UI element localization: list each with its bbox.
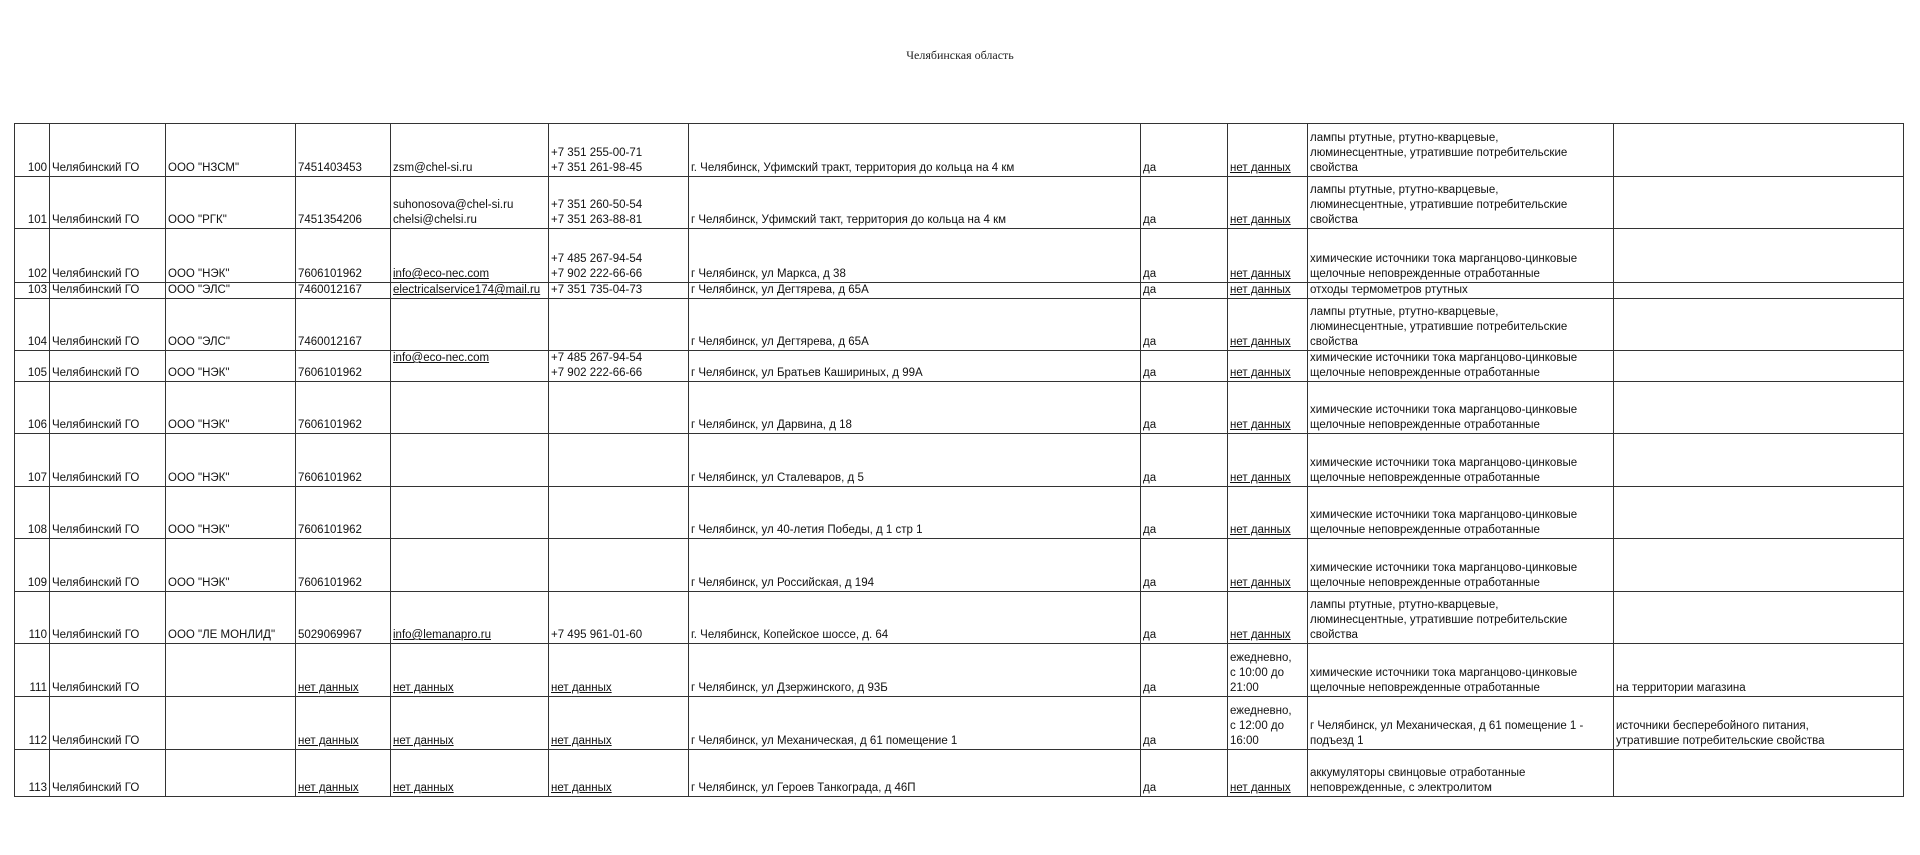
cell-address: г Челябинск, ул Российская, д 194 [689, 539, 1141, 592]
cell-phone: +7 351 260-50-54 +7 351 263-88-81 [549, 177, 689, 229]
cell-hours: нет данных [1228, 382, 1308, 434]
cell-email [391, 299, 549, 351]
cell-email: info@eco-nec.com [391, 229, 549, 283]
cell-district: Челябинский ГО [50, 592, 166, 644]
cell-phone [549, 299, 689, 351]
cell-inn: 7606101962 [296, 539, 391, 592]
cell-email: zsm@chel-si.ru [391, 124, 549, 177]
table-row [15, 697, 1904, 750]
cell-inn: нет данных [296, 750, 391, 797]
table-row [15, 124, 1904, 177]
cell-flag: да [1141, 434, 1228, 487]
cell-inn: 7606101962 [296, 487, 391, 539]
cell-org: ООО "НЭК" [166, 229, 296, 283]
cell-num: 110 [15, 592, 50, 644]
cell-waste: химические источники тока марганцово-цинковые щелочные неповрежденные отработанные [1308, 539, 1614, 592]
cell-waste: лампы ртутные, ртутно-кварцевые, люминесцентные, утратившие потребительские свойства [1308, 299, 1614, 351]
cell-num: 112 [15, 697, 50, 750]
cell-email: electricalservice174@mail.ru [391, 283, 549, 299]
cell-email: нет данных [391, 644, 549, 697]
cell-flag: да [1141, 697, 1228, 750]
cell-note [1614, 382, 1904, 434]
cell-address: г Челябинск, ул Дегтярева, д 65А [689, 299, 1141, 351]
cell-district: Челябинский ГО [50, 299, 166, 351]
cell-address: г. Челябинск, Уфимский тракт, территория до кольца на 4 км [689, 124, 1141, 177]
cell-email: suhonosova@chel-si.ru chelsi@chelsi.ru [391, 177, 549, 229]
cell-waste: лампы ртутные, ртутно-кварцевые, люминесцентные, утратившие потребительские свойства [1308, 592, 1614, 644]
cell-org: ООО "НЭК" [166, 487, 296, 539]
cell-address: г Челябинск, ул Дзержинского, д 93Б [689, 644, 1141, 697]
cell-org: ООО "ЛЕ МОНЛИД" [166, 592, 296, 644]
cell-flag: да [1141, 283, 1228, 299]
cell-district: Челябинский ГО [50, 539, 166, 592]
cell-email: нет данных [391, 750, 549, 797]
cell-flag: да [1141, 229, 1228, 283]
cell-note [1614, 351, 1904, 382]
table-row [15, 434, 1904, 487]
cell-waste: химические источники тока марганцово-цинковые щелочные неповрежденные отработанные [1308, 351, 1614, 382]
cell-hours: нет данных [1228, 229, 1308, 283]
cell-address: г Челябинск, ул Дарвина, д 18 [689, 382, 1141, 434]
cell-hours: нет данных [1228, 299, 1308, 351]
cell-org: ООО "НЭК" [166, 434, 296, 487]
cell-org: ООО "НЭК" [166, 382, 296, 434]
cell-waste: химические источники тока марганцово-цинковые щелочные неповрежденные отработанные [1308, 229, 1614, 283]
table-body [15, 124, 1904, 797]
cell-flag: да [1141, 592, 1228, 644]
cell-hours: ежедневно, с 12:00 до 16:00 [1228, 697, 1308, 750]
cell-num: 100 [15, 124, 50, 177]
cell-waste: химические источники тока марганцово-цинковые щелочные неповрежденные отработанные [1308, 382, 1614, 434]
cell-note: источники бесперебойного питания, утратившие потребительские свойства [1614, 697, 1904, 750]
cell-org [166, 644, 296, 697]
cell-phone: +7 485 267-94-54 +7 902 222-66-66 [549, 229, 689, 283]
cell-address: г Челябинск, ул Сталеваров, д 5 [689, 434, 1141, 487]
cell-hours: нет данных [1228, 750, 1308, 797]
cell-hours: нет данных [1228, 177, 1308, 229]
cell-note: на территории магазина [1614, 644, 1904, 697]
cell-num: 102 [15, 229, 50, 283]
cell-hours: нет данных [1228, 592, 1308, 644]
cell-phone [549, 382, 689, 434]
cell-phone: нет данных [549, 644, 689, 697]
cell-hours: нет данных [1228, 487, 1308, 539]
cell-district: Челябинский ГО [50, 644, 166, 697]
cell-district: Челябинский ГО [50, 283, 166, 299]
cell-phone: нет данных [549, 750, 689, 797]
cell-org: ООО "НЭК" [166, 539, 296, 592]
cell-flag: да [1141, 299, 1228, 351]
cell-waste: отходы термометров ртутных [1308, 283, 1614, 299]
cell-email: info@lemanapro.ru [391, 592, 549, 644]
cell-phone: +7 495 961-01-60 [549, 592, 689, 644]
cell-flag: да [1141, 382, 1228, 434]
cell-inn: 7460012167 [296, 283, 391, 299]
cell-org: ООО "ЭЛС" [166, 283, 296, 299]
cell-email: info@eco-nec.com [391, 351, 549, 382]
cell-hours: нет данных [1228, 351, 1308, 382]
registry-table [14, 123, 1904, 797]
cell-num: 113 [15, 750, 50, 797]
cell-inn: нет данных [296, 644, 391, 697]
cell-waste: г Челябинск, ул Механическая, д 61 помещение 1 - подъезд 1 [1308, 697, 1614, 750]
cell-address: г Челябинск, ул Братьев Кашириных, д 99А [689, 351, 1141, 382]
cell-num: 106 [15, 382, 50, 434]
cell-address: г Челябинск, ул Механическая, д 61 помещение 1 [689, 697, 1141, 750]
cell-note [1614, 750, 1904, 797]
cell-org: ООО "РГК" [166, 177, 296, 229]
table-row [15, 644, 1904, 697]
cell-email [391, 487, 549, 539]
cell-org: ООО "НЗСМ" [166, 124, 296, 177]
cell-phone [549, 434, 689, 487]
cell-note [1614, 487, 1904, 539]
table-row [15, 283, 1904, 299]
cell-inn: 5029069967 [296, 592, 391, 644]
cell-note [1614, 124, 1904, 177]
table-row [15, 592, 1904, 644]
cell-num: 111 [15, 644, 50, 697]
cell-district: Челябинский ГО [50, 229, 166, 283]
page-title: Челябинская область [906, 48, 1014, 62]
cell-inn: 7451354206 [296, 177, 391, 229]
table-row [15, 177, 1904, 229]
cell-inn: 7606101962 [296, 434, 391, 487]
cell-inn: 7451403453 [296, 124, 391, 177]
cell-hours: нет данных [1228, 434, 1308, 487]
cell-note [1614, 539, 1904, 592]
cell-note [1614, 229, 1904, 283]
cell-inn: 7460012167 [296, 299, 391, 351]
cell-district: Челябинский ГО [50, 177, 166, 229]
cell-num: 103 [15, 283, 50, 299]
table-row [15, 750, 1904, 797]
cell-flag: да [1141, 351, 1228, 382]
cell-waste: химические источники тока марганцово-цинковые щелочные неповрежденные отработанные [1308, 644, 1614, 697]
cell-note [1614, 283, 1904, 299]
cell-waste: аккумуляторы свинцовые отработанные неповрежденные, с электролитом [1308, 750, 1614, 797]
cell-flag: да [1141, 124, 1228, 177]
cell-email: нет данных [391, 697, 549, 750]
cell-address: г Челябинск, ул Маркса, д 38 [689, 229, 1141, 283]
cell-phone: нет данных [549, 697, 689, 750]
cell-email [391, 434, 549, 487]
cell-org: ООО "ЭЛС" [166, 299, 296, 351]
cell-phone: +7 351 255-00-71 +7 351 261-98-45 [549, 124, 689, 177]
cell-num: 104 [15, 299, 50, 351]
cell-inn: 7606101962 [296, 351, 391, 382]
cell-district: Челябинский ГО [50, 382, 166, 434]
cell-waste: лампы ртутные, ртутно-кварцевые, люминесцентные, утратившие потребительские свойства [1308, 124, 1614, 177]
cell-num: 105 [15, 351, 50, 382]
cell-phone: +7 351 735-04-73 [549, 283, 689, 299]
cell-district: Челябинский ГО [50, 697, 166, 750]
cell-org [166, 697, 296, 750]
table-row [15, 382, 1904, 434]
cell-address: г Челябинск, ул Дегтярева, д 65А [689, 283, 1141, 299]
table-row [15, 229, 1904, 283]
cell-flag: да [1141, 644, 1228, 697]
cell-address: г Челябинск, ул Героев Танкограда, д 46П [689, 750, 1141, 797]
cell-org: ООО "НЭК" [166, 351, 296, 382]
cell-district: Челябинский ГО [50, 487, 166, 539]
cell-flag: да [1141, 750, 1228, 797]
cell-waste: химические источники тока марганцово-цинковые щелочные неповрежденные отработанные [1308, 434, 1614, 487]
cell-flag: да [1141, 539, 1228, 592]
cell-waste: химические источники тока марганцово-цинковые щелочные неповрежденные отработанные [1308, 487, 1614, 539]
cell-flag: да [1141, 487, 1228, 539]
cell-hours: нет данных [1228, 124, 1308, 177]
cell-flag: да [1141, 177, 1228, 229]
cell-note [1614, 299, 1904, 351]
cell-address: г Челябинск, ул 40-летия Победы, д 1 стр 1 [689, 487, 1141, 539]
cell-district: Челябинский ГО [50, 750, 166, 797]
cell-address: г. Челябинск, Копейское шоссе, д. 64 [689, 592, 1141, 644]
cell-num: 108 [15, 487, 50, 539]
table-row [15, 539, 1904, 592]
cell-note [1614, 177, 1904, 229]
cell-hours: ежедневно, с 10:00 до 21:00 [1228, 644, 1308, 697]
cell-phone: +7 485 267-94-54 +7 902 222-66-66 [549, 351, 689, 382]
cell-phone [549, 487, 689, 539]
cell-inn: 7606101962 [296, 229, 391, 283]
cell-phone [549, 539, 689, 592]
cell-note [1614, 592, 1904, 644]
cell-hours: нет данных [1228, 283, 1308, 299]
table-row [15, 351, 1904, 382]
table-row [15, 487, 1904, 539]
cell-district: Челябинский ГО [50, 124, 166, 177]
cell-num: 109 [15, 539, 50, 592]
cell-inn: нет данных [296, 697, 391, 750]
cell-inn: 7606101962 [296, 382, 391, 434]
cell-org [166, 750, 296, 797]
cell-email [391, 539, 549, 592]
cell-num: 101 [15, 177, 50, 229]
cell-hours: нет данных [1228, 539, 1308, 592]
cell-address: г Челябинск, Уфимский такт, территория до кольца на 4 км [689, 177, 1141, 229]
cell-note [1614, 434, 1904, 487]
cell-email [391, 382, 549, 434]
cell-district: Челябинский ГО [50, 351, 166, 382]
cell-district: Челябинский ГО [50, 434, 166, 487]
table-row [15, 299, 1904, 351]
cell-num: 107 [15, 434, 50, 487]
cell-waste: лампы ртутные, ртутно-кварцевые, люминесцентные, утратившие потребительские свойства [1308, 177, 1614, 229]
